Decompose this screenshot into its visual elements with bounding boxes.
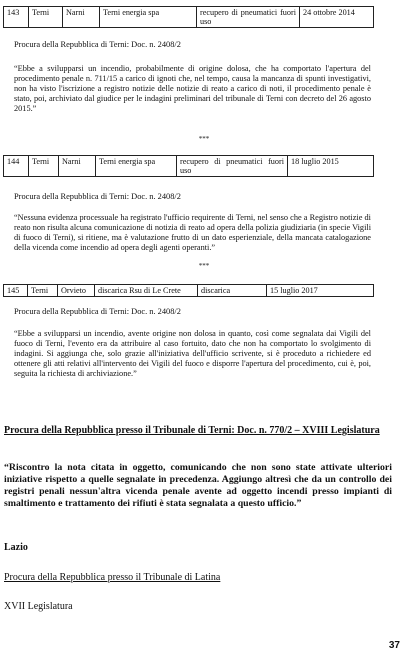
table-cell: Terni <box>28 285 58 297</box>
separator: *** <box>198 135 210 143</box>
source-reference: Procura della Repubblica di Terni: Doc. n. 2408/2 <box>14 40 181 49</box>
record-table-143 <box>3 6 374 28</box>
region-heading: Lazio <box>4 542 28 553</box>
quote-paragraph: “Ebbe a svilupparsi un incendio, probabilmente di origine dolosa, che ha comportato l'apertura del procedimento penale n. 711/15 a carico di ignoti che, nel tempo, causa la mancanza di spunti investigativi, non ha visto l'iscrizione a registro notizie delle notizie di reato a carico di noti, il procedimento penale è stato, poi, archiviato dal giudice per le indagini preliminari del tribunale di Terni con decreto del 26 agosto 2015.” <box>14 64 371 114</box>
table-row <box>4 156 374 177</box>
table-row <box>4 7 374 28</box>
bold-quote-paragraph: “Riscontro la nota citata in oggetto, comunicando che non sono state attivate ulteriori iniziative rispetto a quelle segnalate in precedenza. Aggiungo altresì che da un controllo dei registri penali nessun'altra vicenda penale avente ad oggetto incendi presso impianti di smaltimento e trattamento dei rifiuti è stata segnalata a questo ufficio.” <box>4 462 392 509</box>
separator: *** <box>198 262 210 270</box>
source-reference: Procura della Repubblica di Terni: Doc. n. 2408/2 <box>14 307 181 316</box>
table-cell: 15 luglio 2017 <box>267 285 374 297</box>
table-cell: discarica <box>198 285 267 297</box>
quote-paragraph: “Ebbe a svilupparsi un incendio, avente origine non dolosa in quanto, così come segnalata dai Vigili del fuoco di Terni, l'evento era da attribuire al caso fortuito, dato che non ha comportato lo svolgimento di indagini. Si aggiunga che, solo grazie all'iniziativa dell'ufficio scrivente, si è proceduto a richiedere ed ottenere gli atti relativi all'intervento dei Vigili del fuoco e disporre l'apertura del procedimento, cui è, poi, seguita la richiesta di archiviazione.” <box>14 329 371 379</box>
section-heading: Procura della Repubblica presso il Tribunale di Latina <box>4 572 221 583</box>
table-cell: Terni <box>29 7 63 28</box>
table-cell: 145 <box>4 285 28 297</box>
record-table-145 <box>3 284 374 297</box>
table-cell: Terni energia spa <box>100 7 197 28</box>
table-cell: Orvieto <box>58 285 95 297</box>
table-cell: recupero di pneumatici fuori uso <box>177 156 288 177</box>
table-cell: discarica Rsu di Le Crete <box>95 285 198 297</box>
table-cell: Narni <box>63 7 100 28</box>
table-cell: 143 <box>4 7 29 28</box>
page-number: 37 <box>388 640 400 651</box>
table-cell: Narni <box>59 156 96 177</box>
table-row <box>4 285 374 297</box>
record-table-144 <box>3 155 374 177</box>
source-reference: Procura della Repubblica di Terni: Doc. n. 2408/2 <box>14 192 181 201</box>
legislature-label: XVII Legislatura <box>4 601 73 612</box>
section-heading: Procura della Repubblica presso il Tribunale di Terni: Doc. n. 770/2 – XVIII Legislatura <box>4 425 380 436</box>
table-cell: 18 luglio 2015 <box>288 156 374 177</box>
table-cell: Terni energia spa <box>96 156 177 177</box>
table-cell: recupero di pneumatici fuori uso <box>197 7 300 28</box>
table-cell: 24 ottobre 2014 <box>300 7 374 28</box>
table-cell: 144 <box>4 156 29 177</box>
table-cell: Terni <box>29 156 59 177</box>
quote-paragraph: “Nessuna evidenza processuale ha registrato l'ufficio requirente di Terni, nel senso che a Registro notizie di reato non risulta alcuna comunicazione di notizia di reato ad opera della polizia giudiziaria (in specie Vigili di fuoco di Terni), si ritiene, ma è valutazione frutto di un dato esperienziale, della mancata catalogazione della vicenda come incendio ad opera degli agenti operanti.” <box>14 213 371 253</box>
